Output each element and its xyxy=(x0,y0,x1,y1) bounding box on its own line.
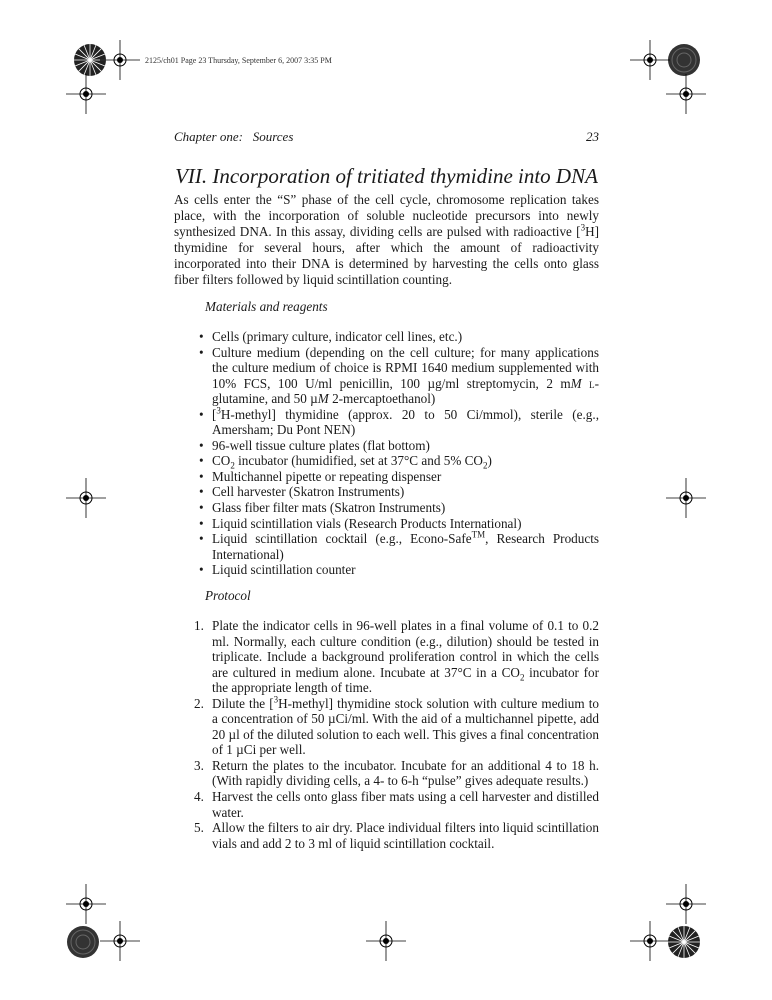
crosshair-mark-bottom-right-1-icon xyxy=(666,884,706,924)
chapter-label: Chapter one: Sources xyxy=(174,129,294,144)
list-item: • Cells (primary culture, indicator cell lines, etc.) xyxy=(199,329,463,344)
page-number: 23 xyxy=(586,129,599,144)
list-item: • Glass fiber filter mats (Skatron Instruments) xyxy=(199,500,446,516)
intro-paragraph: As cells enter the “S” phase of the cell cycle, chromosome replication takes place, with the incorporation of soluble nucleotide precursors into newly synthesized DNA. In this assay, dividing cells are pulsed with radioactive [$^3$H] thymidine for several hours, after which the amount of radioactivity incorporated into their DNA is determined by harvesting the cells onto glass fiber filters followed by liquid scintillation counting. xyxy=(174,192,599,288)
crosshair-mark-bottom-center-icon xyxy=(366,921,406,961)
materials-heading: Materials and reagents xyxy=(205,299,328,314)
list-item: • Liquid scintillation cocktail (e.g., Econo-Safe™, Research Products International) xyxy=(199,529,600,562)
list-item: • Culture medium (depending on the cell culture; for many applications the culture medium of choice is RPMI 1640 medium supplemented with 10% FCS, 100 U/ml penicillin, 100 µg/ml streptomycin, 2 mM l-glutamine, and 50 µM 2-mercaptoethanol) xyxy=(199,344,599,407)
materials-list xyxy=(174,329,599,578)
crosshair-mark-top-right-1-icon xyxy=(630,40,670,80)
list-item: • Multichannel pipette or repeating dispenser xyxy=(199,468,442,484)
list-item: 5. Allow the filters to air dry. Place individual filters into liquid scintillation vials and add 2 to 3 ml of liquid scintillation cocktail. xyxy=(194,820,599,851)
running-header xyxy=(174,129,599,145)
list-item: 4. Harvest the cells onto glass fiber mats using a cell harvester and distilled water. xyxy=(194,789,599,820)
list-item: • Cell harvester (Skatron Instruments) xyxy=(199,484,405,500)
list-item: 1. Plate the indicator cells in 96-well plates in a final volume of 0.1 to 0.2 ml. Normally, each culture condition (e.g., dilution) should be tested in triplicate. Include a background proliferation control in which the cells are cultured in medium alone. Incubate at 37°C in a $CO_2$ incubator for the appropriate length of time. xyxy=(194,618,599,696)
registration-mark-bottom-right-icon xyxy=(664,922,704,962)
printer-slug: 2125/ch01 Page 23 Thursday, September 6, 2007 3:35 PM xyxy=(145,56,332,65)
crosshair-mark-mid-right-icon xyxy=(666,478,706,518)
list-item: • 96-well tissue culture plates (flat bottom) xyxy=(199,437,430,453)
crosshair-mark-top-left-2-icon xyxy=(66,74,106,114)
crosshair-mark-top-right-2-icon xyxy=(666,74,706,114)
crosshair-mark-top-left-1-icon xyxy=(100,40,140,80)
crosshair-mark-bottom-left-1-icon xyxy=(66,884,106,924)
registration-mark-bottom-left-icon xyxy=(63,922,103,962)
list-item: 2. Dilute the [$^3$H-methyl] thymidine stock solution with culture medium to a concentration of 50 µCi/ml. With the aid of a multichannel pipette, add 20 µl of the diluted solution to each well. This gives a final concentration of 1 µCi per well. xyxy=(194,694,599,758)
protocol-heading: Protocol xyxy=(205,588,251,603)
protocol-list xyxy=(174,618,599,851)
list-item: • Liquid scintillation vials (Research Products International) xyxy=(199,515,522,531)
section-title: VII. Incorporation of tritiated thymidine into DNA xyxy=(175,164,598,188)
crosshair-mark-bottom-left-2-icon xyxy=(100,921,140,961)
list-item: • [$^3$H-methyl] thymidine (approx. 20 to 50 Ci/mmol), sterile (e.g., Amersham; Du Pont NEN) xyxy=(199,405,599,438)
crosshair-mark-bottom-right-2-icon xyxy=(630,921,670,961)
list-item: • Liquid scintillation counter xyxy=(199,562,356,578)
list-item: • $CO_2$ incubator (humidified, set at 37°C and 5% $CO_2$) xyxy=(199,453,492,472)
list-item: 3. Return the plates to the incubator. Incubate for an additional 4 to 18 h. (With rapidly dividing cells, a 4- to 6-h “pulse” gives adequate results.) xyxy=(194,757,599,789)
crosshair-mark-mid-left-icon xyxy=(66,478,106,518)
